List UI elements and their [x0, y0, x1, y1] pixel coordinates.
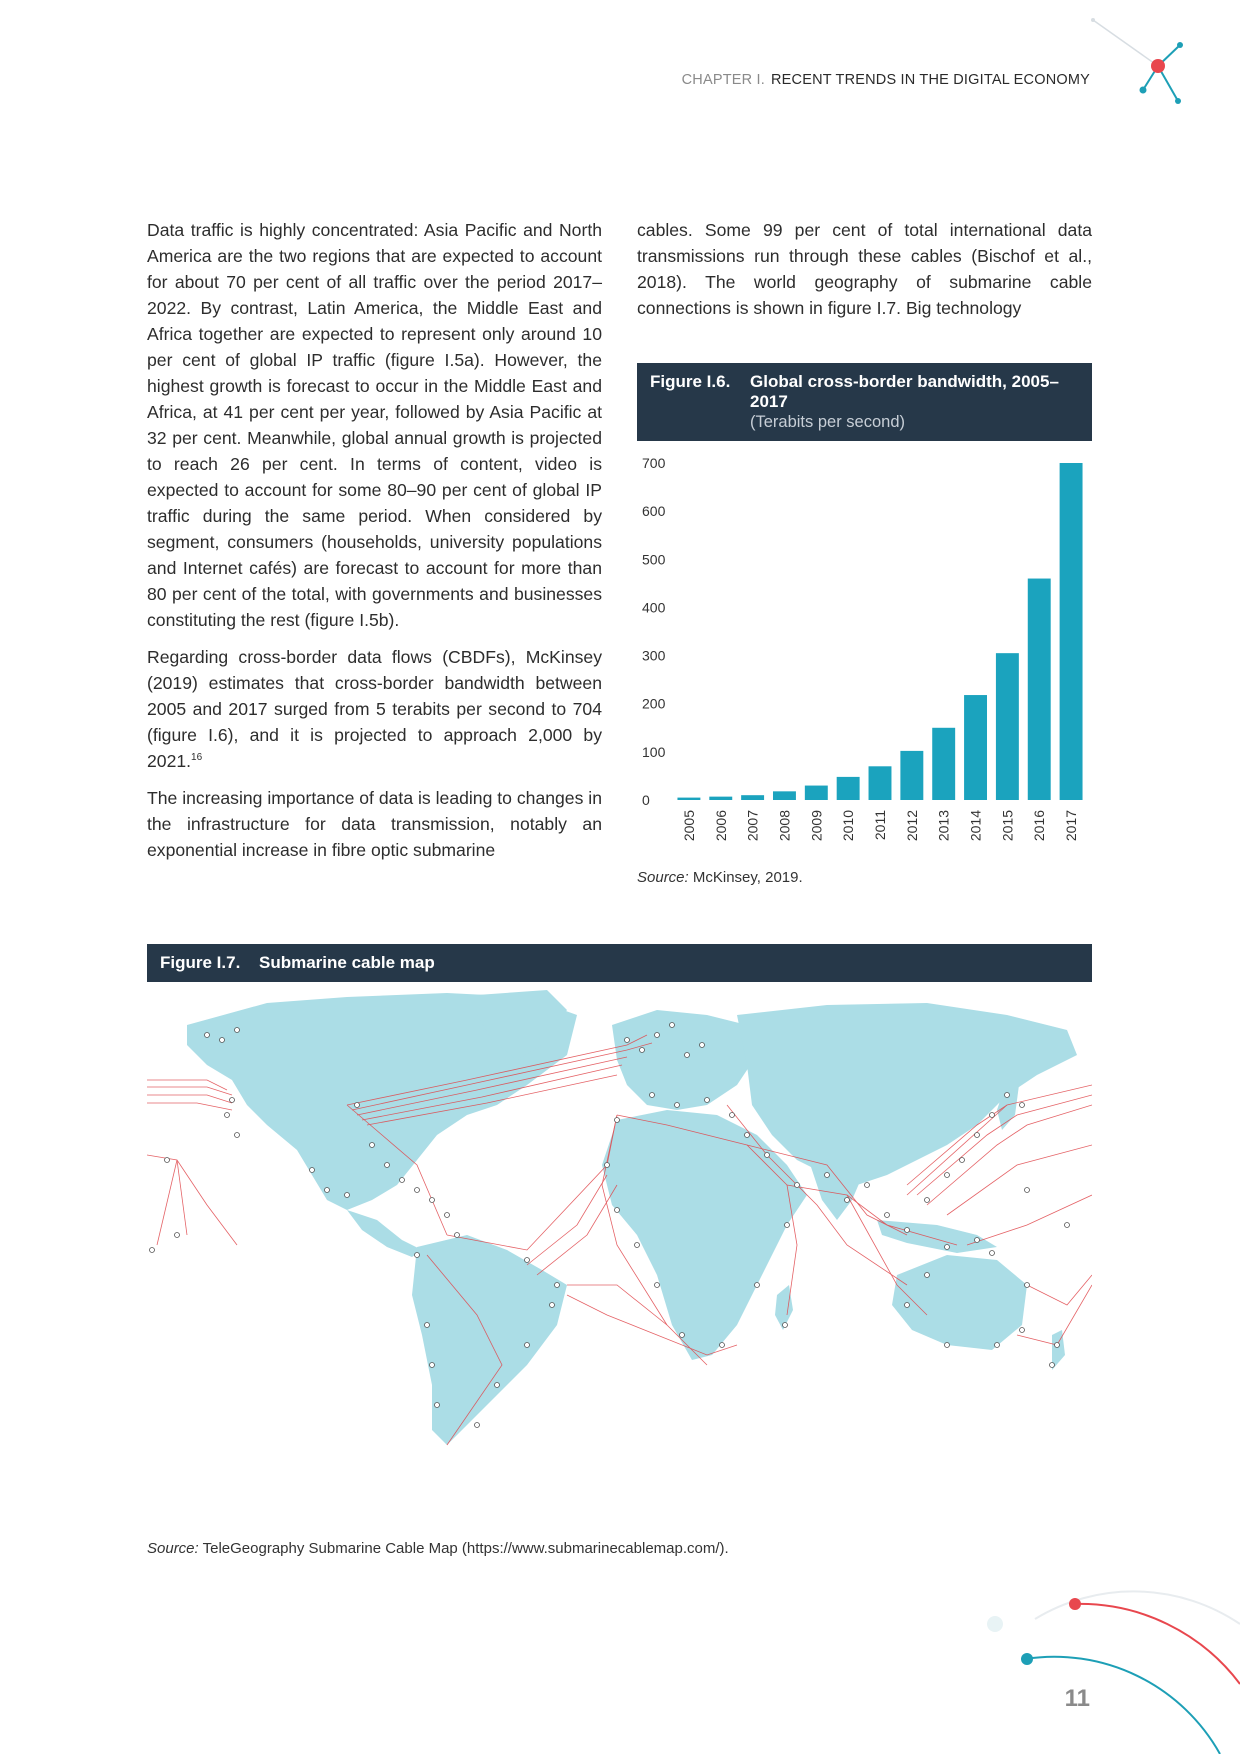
continents — [187, 990, 1077, 1445]
arc-decoration-icon — [960, 1564, 1240, 1754]
y-tick-label: 500 — [642, 551, 666, 568]
x-tick-label: 2007 — [744, 810, 761, 842]
source-text: McKinsey, 2019. — [692, 869, 803, 886]
figure-title: Submarine cable map — [259, 953, 435, 972]
x-tick-label: 2006 — [712, 810, 729, 842]
source-label: Source: — [147, 1540, 199, 1557]
y-tick-label: 200 — [642, 695, 666, 712]
bar-2012 — [900, 751, 923, 800]
world-map — [147, 985, 1092, 1470]
y-tick-label: 0 — [642, 792, 650, 808]
x-tick-label: 2010 — [840, 810, 857, 842]
bar-2007 — [741, 795, 764, 800]
x-tick-label: 2012 — [903, 810, 920, 842]
figure-unit: (Terabits per second) — [750, 413, 905, 431]
y-tick-label: 300 — [642, 647, 666, 664]
figure-6-header — [637, 363, 1092, 441]
source-text: TeleGeography Submarine Cable Map (https://www.submarinecablemap.com/). — [202, 1540, 729, 1557]
paragraph: cables. Some 99 per cent of total international data transmissions run through these cables (Bischof et al., 2018). The world geography of submarine cable connections is shown in figure I.7. Big technology — [637, 220, 1092, 318]
central-america — [347, 1210, 422, 1257]
europe — [612, 1010, 757, 1110]
x-tick-label: 2014 — [967, 810, 984, 842]
bar-2008 — [773, 791, 796, 800]
y-tick-label: 700 — [642, 455, 666, 471]
x-tick-label: 2017 — [1063, 810, 1080, 842]
x-tick-label: 2015 — [999, 810, 1016, 842]
bar-2015 — [996, 653, 1019, 800]
x-tick-label: 2005 — [680, 810, 697, 842]
figure-7-header — [147, 944, 1092, 982]
figure-7-source — [147, 1540, 729, 1557]
x-tick-label: 2016 — [1031, 810, 1048, 842]
figure-number: Figure I.6. — [650, 372, 731, 391]
bar-2013 — [932, 728, 955, 800]
submarine-cable-map — [147, 985, 1092, 1470]
figure-number: Figure I.7. — [160, 953, 241, 972]
footnote-marker: 16 — [191, 752, 203, 764]
x-tick-label: 2008 — [776, 810, 793, 842]
left-text-column — [147, 217, 602, 874]
page-number: 11 — [1064, 1685, 1090, 1712]
y-tick-label: 400 — [642, 599, 666, 616]
bar-2017 — [1060, 463, 1083, 800]
indonesia — [877, 1220, 997, 1253]
y-tick-label: 600 — [642, 503, 666, 520]
bar-chart-svg — [637, 448, 1092, 858]
asia — [737, 1003, 1077, 1185]
running-header — [682, 72, 1090, 88]
y-tick-label: 100 — [642, 743, 666, 760]
bar-2006 — [709, 797, 732, 800]
figure-6-source — [637, 869, 803, 886]
bar-2016 — [1028, 579, 1051, 800]
paragraph: The increasing importance of data is leading to changes in the infrastructure for data transmission, notably an exponential increase in fibre optic submarine — [147, 788, 602, 860]
x-tick-label: 2009 — [808, 810, 825, 842]
bandwidth-chart — [637, 448, 1092, 858]
paragraph: Data traffic is highly concentrated: Asia Pacific and North America are the two regions that are expected to account for about 70 per cent of all traffic over the period 2017–2022. By contrast, Latin America, the Middle East and Africa together are expected to represent only around 10 per cent of global IP traffic (figure I.5a). However, the highest growth is forecast to occur in the Middle East and Africa, at 41 per cent per year, followed by Asia Pacific at 32 per cent. Meanwhile, global annual growth is projected to reach 26 per cent. In terms of content, video is expected to account for some 80–90 per cent of global IP traffic during the same period. When considered by segment, consumers (households, university populations and Internet cafés) are forecast to account for more than 80 per cent of the total, with governments and businesses constituting the rest (figure I.5b). — [147, 220, 602, 630]
figure-title — [750, 372, 1080, 432]
paragraph-text: Regarding cross-border data flows (CBDFs), McKinsey (2019) estimates that cross-border bandwidth between 2005 and 2017 surged from 5 terabits per second to 704 (figure I.6), and it is projected to approach 2,000 by 2021. — [147, 647, 602, 771]
x-tick-label: 2011 — [872, 810, 888, 841]
source-label: Source: — [637, 869, 689, 886]
africa — [602, 1110, 807, 1360]
figure-title-text: Global cross-border bandwidth, 2005–2017 — [750, 372, 1059, 411]
australia — [892, 1255, 1027, 1350]
bar-2011 — [869, 766, 892, 800]
right-text-column — [637, 217, 1092, 332]
bar-2014 — [964, 695, 987, 800]
india — [807, 1150, 867, 1220]
paragraph — [147, 644, 602, 774]
chapter-title: RECENT TRENDS IN THE DIGITAL ECONOMY — [771, 72, 1090, 88]
network-node-icon — [1090, 15, 1185, 110]
bar-2005 — [677, 798, 700, 800]
x-tick-label: 2013 — [935, 810, 952, 842]
bar-2010 — [837, 777, 860, 800]
bar-2009 — [805, 786, 828, 800]
chapter-label: CHAPTER I. — [681, 72, 765, 88]
